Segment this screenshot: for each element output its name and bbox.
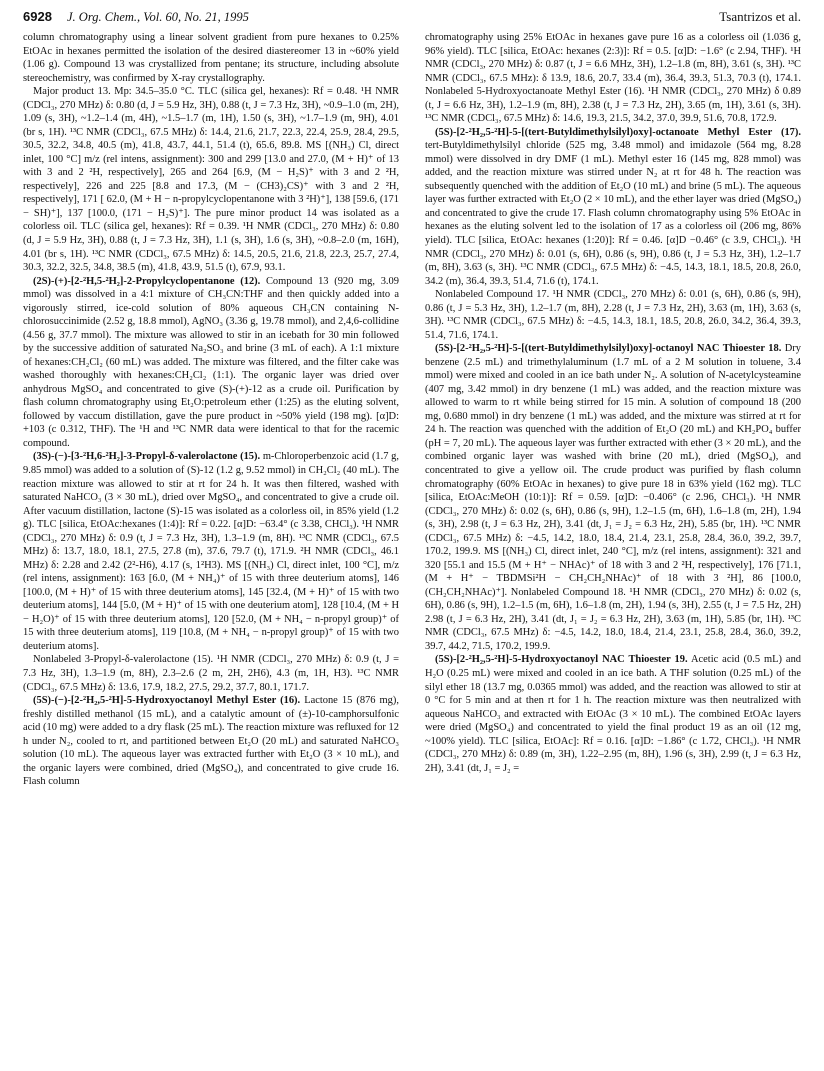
paragraph-heading: (5S)-(−)-[2-²H₂,5-²H]-5-Hydroxyoctanoyl Methyl Ester (16). xyxy=(33,695,301,707)
paragraph xyxy=(23,450,399,653)
paragraph xyxy=(23,85,399,274)
paragraph xyxy=(23,31,399,85)
page-header xyxy=(23,9,801,27)
paragraph xyxy=(425,31,801,126)
paragraph-text: Nonlabeled 3-Propyl-δ-valerolactone (15). ¹H NMR (CDCl₃, 270 MHz) δ: 0.9 (t, J = 7.3 Hz, 3H), 1.3–1.9 (m, 8H), 2.3–2.6 (2 m, 2H, 2H6), 4.3 (m, 1H, H3). ¹³C NMR (CDCl₃, 67.5 MHz) δ: 13.6, 17.9, 18.2, 27.5, 29.2, 37.7, 80.1, 171.7. xyxy=(23,654,399,693)
paragraph-heading: (5S)-[2-²H₂,5-²H]-5-[(tert-Butyldimethylsilyl)oxy]-octanoate Methyl Ester (17). xyxy=(435,126,801,138)
paragraph-text: Dry benzene (2.5 mL) and trimethylaluminum (1.7 mL of a 2 M solution in toluene, 3.4 mmol) were mixed and cooled in an ice bath under N₂. A solution of N-acetylcysteamine (407 mg, 3.42 mmol) in dry benzene (1 mL) was added, and the reaction mixture was allowed to warm to rt while being stirred for 15 min. A solution of compound 18 (200 mg, 0.680 mmol) in dry benzene (1 mL) was added, and the mixture was stirred at rt for 24 h. The reaction was quenched with the addition of Et₂O (20 mL) and KH₂PO₄ buffer (pH = 7, 20 mL). The aqueous layer was further extracted with ether (3 × 20 mL), and the combined organic layer was washed with brine (20 mL), dried (MgSO₄), and concentrated to give a yellow oil. The crude product was purified by flash column chromatography (60% EtOAc in hexanes) to give pure 18 in 63% yield (162 mg). TLC [silica, EtOAc:MeOH (10:1)]: Rf = 0.59. [α]D: −0.406° (c 2.96, CHCl₃). ¹H NMR (CDCl₃, 270 MHz) δ: 0.02 (s, 6H), 0.86 (s, 9H), 1.2–1.5 (m, 6H), 1.6–1.8 (m, 2H), 1.94 (s, 3H), 2.98 (t, J = 6.3 Hz, 2H), 3.41 (dt, J₁ = J₂ = 6.3 Hz, 2H), 5.85 (br, 1H). ¹³C NMR (CDCl₃, 67.5 MHz) δ: −4.5, 14.2, 18.0, 18.4, 21.4, 23.1, 25.8, 28.4, 36.0, 39.2, 39.7, 170.2, 199.9. MS [(NH₃) Cl, direct inlet, 240 °C], m/z (rel intens, assignment): 321 and 320 [55.1 and 15.5 (M + H⁺ − NHAc)⁺ of 18 with 3 and 2 ²H, respectively], 176 [71.1, (M + H⁺ − TBDMSi²H − CH₂CH₂NHAc)⁺ of 18 with 3 ²H], 86 [100.0, (CH₂CH₂NHAc)⁺]. Nonlabeled Compound 18. ¹H NMR (CDCl₃, 270 MHz) δ: 0.02 (s, 6H), 0.86 (s, 9H), 1.2–1.5 (m, 6H), 1.6–1.8 (m, 2H), 1.94 (s, 3H), 2.55 (t, J = 7.5 Hz, 2H) 2.98 (t, J = 6.3 Hz, 2H), 3.41 (dt, J₁ = J₂ = 6.3 Hz, 2H), 3.63 (m, 1H), 5.85 (br, 1H). ¹³C NMR (CDCl₃, 67.5 MHz) δ: −4.5, 14.2, 18.0, 18.4, 21.4, 23.1, 25.8, 28.4, 36.0, 39.2, 39.7, 44.2, 71.5, 170.2, 199.9. xyxy=(425,343,801,652)
right-column xyxy=(425,31,801,1061)
paragraph xyxy=(425,126,801,288)
paragraph-text: Nonlabeled Compound 17. ¹H NMR (CDCl₃, 270 MHz) δ: 0.01 (s, 6H), 0.86 (s, 9H), 0.86 (t, J = 5.3 Hz, 3H), 1.2–1.7 (m, 8H), 2.28 (t, J = 7.3 Hz, 2H), 3.63 (m, 1H), 3.63 (s, 3H). ¹³C NMR (CDCl₃, 67.5 MHz) δ: −4.5, 14.3, 18.1, 18.5, 20.8, 26.0, 34.2, 36.4, 39.3, 51.4, 71.6, 174.1. xyxy=(425,289,801,341)
paragraph-heading: (3S)-(−)-[3-²H,6-²H₂]-3-Propyl-δ-valerolactone (15). xyxy=(33,451,261,463)
paragraph xyxy=(23,275,399,451)
paragraph-text: Major product 13. Mp: 34.5–35.0 °C. TLC (silica gel, hexanes): Rf = 0.48. ¹H NMR (CDCl₃, 270 MHz) δ: 0.80 (d, J = 5.9 Hz, 3H), 0.88 (t, J = 7.3 Hz, 3H), ~0.9–1.0 (m, 2H), 1.09 (s, 3H), ~1.2–1.4 (m, 4H), ~1.5–1.7 (m, 1H), 1.50 (s, 3H), ~1.7–1.9 (m, 9H), 4.01 (br s, 1H). ¹³C NMR (CDCl₃, 67.5 MHz) δ: 14.4, 21.6, 21.7, 22.3, 22.4, 25.9, 28.4, 29.5, 30.5, 32.2, 34.8, 40.5 (m), 41.8, 43.7, 44.1, 51.4 (t), 65.6, 89.8. MS [(NH₃) Cl, direct inlet, 100 °C] m/z (rel intens, assignment): 300 and 299 [13.0 and 27.0, (M + H)⁺ of 13 with 3 and 2 ²H, respectively], 265 and 264 [6.9, (M − H₂S)⁺ with 3 and 2 ²H, respectively], 226 and 225 [8.8 and 17.3, (M − (CH3)₂CS)⁺ with 3 and 2 ²H, respectively], 171 [ 62.0, (M + H − n-propylcyclopentanone with 3 ²H)⁺], 138 [59.6, (171 − SH)⁺], 137 [100.0, (171 − H₂S)⁺]. The pure minor product 14 was isolated as a colorless oil. TLC (silica gel, hexanes): Rf = 0.39. ¹H NMR (CDCl₃, 270 MHz) δ: 0.80 (d, J = 5.9 Hz, 3H), 0.88 (t, J = 7.3 Hz, 3H), 1.1 (s, 3H), 1.6 (s, 3H), ~0.8–2.0 (m, 16H), 4.01 (br s, 1H). ¹³C NMR (CDCl₃, 67.5 MHz) δ: 14.5, 20.5, 21.6, 21.8, 22.3, 25.7, 27.4, 30.3, 32.2, 32.5, 34.8, 38.5 (m), 41.8, 43.9, 51.5 (t), 67.9, 93.1. xyxy=(23,86,399,274)
paragraph xyxy=(425,653,801,775)
paragraph-heading: (2S)-(+)-[2-²H,5-²H₂]-2-Propylcyclopentanone (12). xyxy=(33,275,261,287)
paragraph-text: chromatography using 25% EtOAc in hexanes gave pure 16 as a colorless oil (1.036 g, 96% yield). TLC [silica, EtOAc: hexanes (2:3)]: Rf = 0.5. [α]D: −1.6° (c 2.94, THF). ¹H NMR (CDCl₃, 270 MHz) δ: 0.87 (t, J = 6.6 MHz, 3H), 1.2–1.8 (m, 8H), 3.61 (s, 3H). ¹³C NMR (CDCl₃, 67.5 MHz): δ 13.9, 18.6, 20.7, 33.4 (m), 36.4, 39.3, 51.3, 70.3 (t), 174.1. Nonlabeled 5-Hydroxyoctanoate Methyl Ester (16). ¹H NMR (CDCl₃, 270 MHz) δ 0.89 (t, J = 6.6 Hz, 3H), 1.2–1.9 (m, 8H), 2.38 (t, J = 7.3 Hz, 2H), 3.65 (m, 1H), 3.61 (s, 3H). ¹³C NMR (CDCl₃, 67.5 MHz) δ: 14.6, 19.3, 21.5, 34.2, 37.0, 39.9, 51.6, 70.8, 172.9. xyxy=(425,32,801,125)
running-head-authors: Tsantrizos et al. xyxy=(719,9,801,24)
paragraph-heading: (5S)-[2-²H₂,5-²H]-5-Hydroxyoctanoyl NAC Thioester 19. xyxy=(435,654,688,666)
paragraph-text: Lactone 15 (876 mg), freshly distilled methanol (15 mL), and a catalytic amount of (±)-10-camphorsulfonic acid (10 mg) were added to a dry flask (25 mL). The reaction mixture was refluxed for 12 h under N₂, cooled to rt, and partitioned between Et₂O (20 mL) and saturated NaHCO₃ solution (10 mL). The aqueous layer was extracted further with Et₂O (3 × 10 mL), and the organic layers were combined, dried (MgSO₄), and concentrated to give crude 16. Flash column xyxy=(23,695,399,788)
page-number: 6928 xyxy=(23,9,52,24)
paragraph xyxy=(425,288,801,342)
paragraph-text: m-Chloroperbenzoic acid (1.7 g, 9.85 mmol) was added to a solution of (S)-12 (1.2 g, 9.52 mmol) in CH₂Cl₂ (40 mL). The reaction mixture was allowed to stir at rt for 24 h. It was then filtered, washed with saturated NaHCO₃ (3 × 30 mL), dried over MgSO₄, and concentrated to give a crude oil. After vacuum distillation, lactone (S)-15 was isolated as a colorless oil, in 85% yield (1.2 g). TLC [silica, EtOAc:hexanes (1:4)]: Rf = 0.22. [α]D: −63.4° (c 3.38, CHCl₃). ¹H NMR (CDCl₃, 270 MHz) δ: 0.9 (t, J = 7.3 Hz, 3H), 1.3–1.9 (m, 8H). ¹³C NMR (CDCl₃, 67.5 MHz) δ: 13.7, 18.0, 18.1, 27.5, 27.8 (m), 37.6, 79.7 (t), 171.9. ²H NMR (CDCl₃, 46.1 MHz) δ: 2.28 and 2.42 (2²-H6), 4.17 (s, 1²H3). MS [(NH₃) Cl, direct inlet, 100 °C], m/z (rel intens, assignment): 163 [6.0, (M + NH₄)⁺ of 15 with three deuterium atoms], 146 [100.0, (M + H)⁺ of 15 with three deuterium atoms], 145 [32.4, (M + H)⁺ of 15 with two deuterium atoms], 144 [5.0, (M + H)⁺ of 15 with one deuterium atom], 128 [10.4, (M + H − H₂O)⁺ of 15 with three deuterium atoms], 120 [52.0, (M + NH₄ − n-propyl group)⁺ of 15 with three deuterium atoms], 119 [10.8, (M + NH₄ − n-propyl group)⁺ of 15 with two deuterium atoms]. xyxy=(23,451,399,652)
paragraph-text: tert-Butyldimethylsilyl chloride (525 mg, 3.48 mmol) and imidazole (564 mg, 8.28 mmol) were dissolved in dry DMF (1 mL). Methyl ester 16 (145 mg, 828 mmol) was added, and the reaction mixture was stirred under N₂ at rt for 48 h. The reaction was subsequently quenched with the addition of Et₂O (10 mL) and brine (5 mL). The aqueous layer was further extracted with Et₂O (2 × 10 mL), and the ether layer was dried (MgSO₄) and concentrated to give the crude 17. Flash column chromatography using 5% EtOAc in hexanes as the eluting solvent led to the isolation of 17 as a colorless oil (206 mg, 86% yield). TLC [silica, EtOAc: hexanes (1:20)]: Rf = 0.46. [α]D −0.46° (c 3.9, CHCl₃). ¹H NMR (CDCl₃, 270 MHz) δ: 0.01 (s, 6H), 0.86 (s, 9H), 0.86 (t, J = 5.3 Hz, 3H), 1.2–1.7 (m, 8H), 3.63 (s, 3H). ¹³C NMR (CDCl₃, 67.5 MHz) δ: −4.5, 14.3, 18.1, 18.5, 20.8, 26.0, 34.2 (m), 36.4, 39.3, 51.4, 71.6 (t), 174.1. xyxy=(425,140,801,287)
left-column xyxy=(23,31,399,1061)
paragraph-text: Compound 13 (920 mg, 3.09 mmol) was dissolved in a 4:1 mixture of CH₃CN:THF and then quickly added into a vigorously stirred, ice-cold solution of 80% aqueous CH₃CN containing N-chlorosuccinimide (2.52 g, 18.8 mmol), AgNO₃ (3.36 g, 19.78 mmol), and 2,4,6-collidine (4.56 g, 37.7 mmol). The mixture was allowed to stir in an icebath for 30 min followed by the successive addition of saturated Na₂SO₃ and brine (3 mL of each). A 1:1 mixture of hexanes:CH₂Cl₂ (60 mL) was added. The mixture was filtered, and the filter cake was washed thoroughly with hexanes:CH₂Cl₂ (1:1). The organic layer was dried over anhydrous MgSO₄ and concentrated to give (S)-(+)-12 as a crude oil. Purification by flash column chromatography using Et₂O:petroleum ether (1:25) as the eluting solvent, followed by vaccum distillation, gave the pure product in ~50% yield (198 mg). [α]D: +103 (c 0.312, THF). The ¹H and ¹³C NMR data were identical to that for the racemic compound. xyxy=(23,275,399,449)
journal-citation: J. Org. Chem., Vol. 60, No. 21, 1995 xyxy=(67,10,249,24)
paragraph-text: column chromatography using a linear solvent gradient from pure hexanes to 0.25% EtOAc in hexanes permitted the isolation of the desired diastereomer 13 in ~60% yield (1.06 g). Compound 13 was crystallized from pentane; its structure, including absolute stereochemistry, was confirmed by X-ray crystallography. xyxy=(23,32,399,84)
paragraph xyxy=(425,342,801,653)
paragraph xyxy=(23,653,399,694)
paragraph xyxy=(23,694,399,789)
paragraph-heading: (5S)-[2-²H₂,5-²H]-5-[(tert-Butyldimethylsilyl)oxy]-octanoyl NAC Thioester 18. xyxy=(435,343,782,355)
paragraph-text: Acetic acid (0.5 mL) and H₂O (0.25 mL) were mixed and cooled in an ice bath. A THF solution (0.25 mL) of the silyl ether 18 (13.7 mg, 0.0365 mmol) was added, and the reaction was allowed to stir at 0 °C for 5 min and at then rt for 1 h. The reaction mixture was then neutralized with aqueous NaHCO₃ and extracted with EtOAc (3 × 10 mL). The combined EtOAc layers were dried (MgSO₄) and concentrated to yield the final product 19 as an oil (12 mg, ~100% yield). TLC [silica, EtOAc]: Rf = 0.16. [α]D: −1.86° (c 1.72, CHCl₃). ¹H NMR (CDCl₃, 270 MHz) δ: 0.89 (m, 3H), 1.22–2.95 (m, 8H), 1.96 (s, 3H), 2.99 (t, J = 6.3 Hz, 2H), 3.41 (dt, J₁ = J₂ = xyxy=(425,654,801,774)
